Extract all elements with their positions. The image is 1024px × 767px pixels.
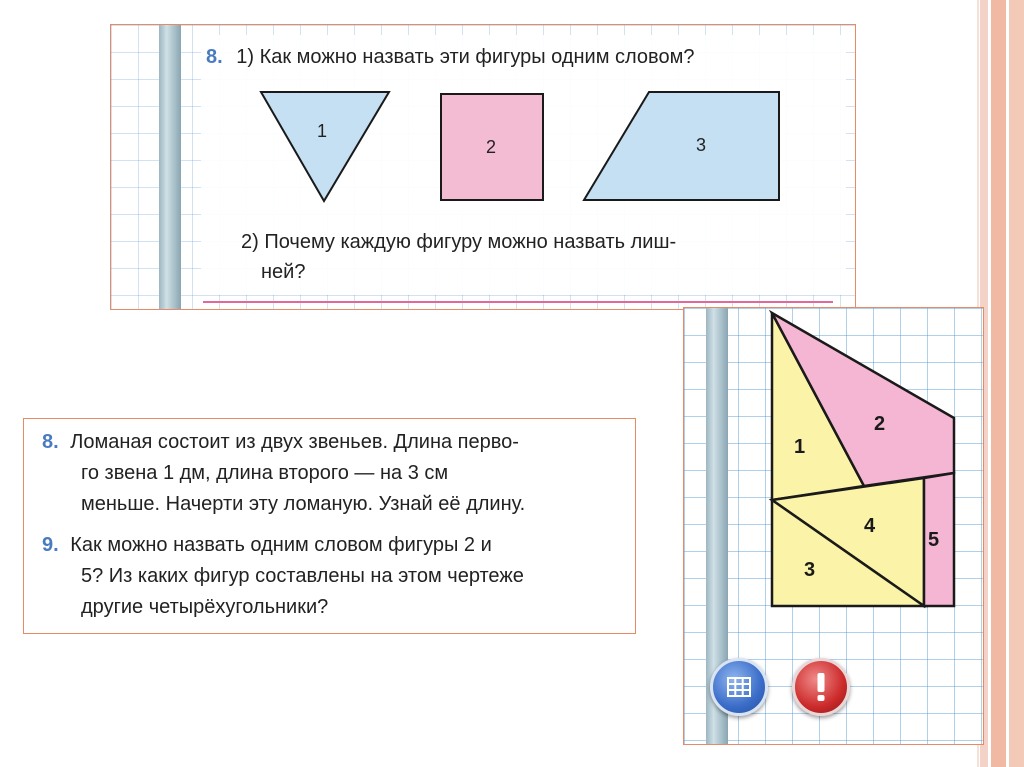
figure-label-5: 5 — [928, 529, 940, 551]
shape-label-2: 2 — [486, 137, 497, 157]
shapes-drawing — [111, 25, 856, 310]
decorative-stripes — [980, 0, 1024, 767]
shape-trapezoid — [584, 92, 779, 200]
figure-label-2: 2 — [874, 413, 886, 435]
task8-line2: го звена 1 дм, длина второго — на 3 см — [81, 462, 449, 484]
shape-label-3: 3 — [696, 135, 707, 155]
grid-button[interactable] — [710, 658, 768, 716]
figure-label-4: 4 — [864, 515, 876, 537]
task8-line3: меньше. Начерти эту ломаную. Узнай её длину. — [81, 493, 526, 515]
top-task-panel — [110, 24, 856, 310]
task-question-2-line2: ней? — [261, 261, 306, 283]
task8-number: 8. — [42, 431, 59, 453]
alert-button[interactable] — [792, 658, 850, 716]
shape-label-1: 1 — [317, 121, 328, 141]
exclamation-icon — [806, 670, 836, 704]
figure-label-3: 3 — [804, 559, 816, 581]
task8-line1: 8. Ломаная состоит из двух звеньев. Длина перво- — [42, 431, 519, 453]
task-number: 8. — [206, 46, 223, 68]
bottom-task-panel — [23, 418, 636, 634]
task-question-2-line1: 2) Почему каждую фигуру можно назвать лиш- — [241, 231, 677, 253]
task9-line1: 9. Как можно назвать одним словом фигуры 2 и — [42, 534, 492, 556]
task9-line2: 5? Из каких фигур составлены на этом чертеже — [81, 565, 524, 587]
task9-number: 9. — [42, 534, 59, 556]
task9-line3: другие четырёхугольники? — [81, 596, 329, 618]
figure-label-1: 1 — [794, 436, 806, 458]
grid-icon — [724, 672, 754, 702]
task-question-1: 8. 1) Как можно назвать эти фигуры одним словом? — [206, 46, 695, 68]
figure-panel — [683, 307, 984, 745]
shape-triangle — [261, 92, 389, 201]
